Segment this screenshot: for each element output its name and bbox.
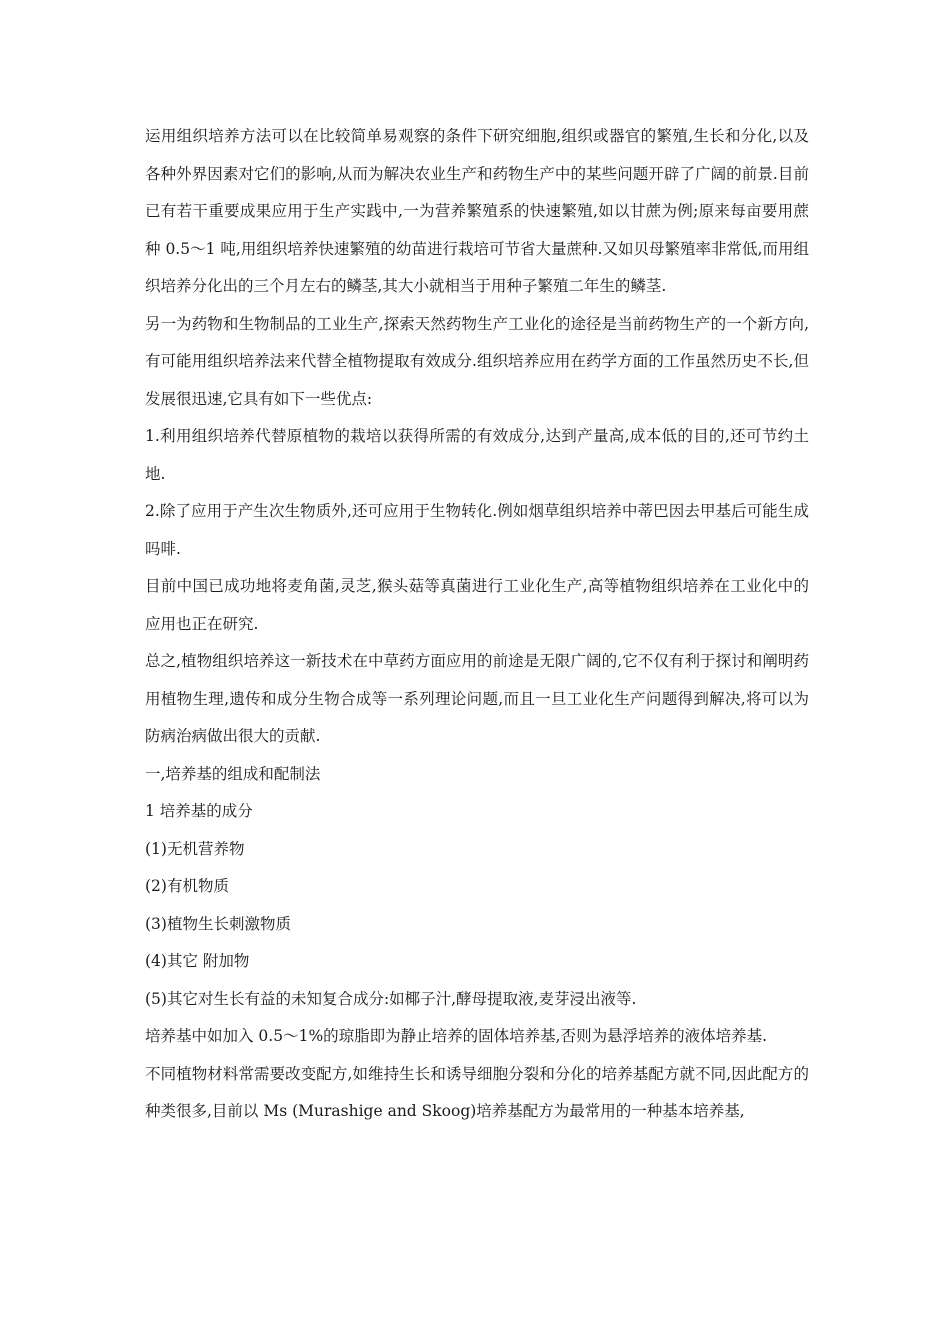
paragraph-china-progress: 目前中国已成功地将麦角菌,灵芝,猴头菇等真菌进行工业化生产,高等植物组织培养在工业化中的应用也正在研究. bbox=[145, 577, 809, 633]
paragraph-formula: 不同植物材料常需要改变配方,如维持生长和诱导细胞分裂和分化的培养基配方就不同,因此配方的种类很多,目前以 Ms (Murashige and Skoog)培养基配方为最常用的一种基本培养基, bbox=[145, 1064, 809, 1120]
list-item: (5)其它对生长有益的未知复合成分:如椰子汁,酵母提取液,麦芽浸出液等. bbox=[145, 989, 637, 1008]
paragraph-intro: 运用组织培养方法可以在比较简单易观察的条件下研究细胞,组织或器官的繁殖,生长和分化,以及各种外界因素对它们的影响,从而为解决农业生产和药物生产中的某些问题开辟了广阔的前景.目前已有若干重要成果应用于生产实践中,一为营养繁殖系的快速繁殖,如以甘蔗为例;原来每亩要用蔗种 0.5～1 吨,用组织培养快速繁殖的幼苗进行栽培可节省大量蔗种.又如贝母繁殖率非常低,而用组织培养分化出的三个月左右的鳞茎,其大小就相当于用种子繁殖二年生的鳞茎. bbox=[145, 127, 809, 295]
paragraph-industrial: 另一为药物和生物制品的工业生产,探索天然药物生产工业化的途径是当前药物生产的一个新方向,有可能用组织培养法来代替全植物提取有效成分.组织培养应用在药学方面的工作虽然历史不长,但发展很迅速,它具有如下一些优点: bbox=[145, 314, 809, 408]
list-item: (4)其它 附加物 bbox=[145, 952, 250, 970]
paragraph-conclusion: 总之,植物组织培养这一新技术在中草药方面应用的前途是无限广阔的,它不仅有利于探讨和阐明药用植物生理,遗传和成分生物合成等一系列理论问题,而且一旦工业化生产问题得到解决,将可以为防病治病做出很大的贡献. bbox=[145, 652, 809, 745]
paragraph-advantage-2: 2.除了应用于产生次生物质外,还可应用于生物转化.例如烟草组织培养中蒂巴因去甲基后可能生成吗啡. bbox=[145, 502, 809, 558]
component-list bbox=[145, 831, 809, 1019]
subsection-heading: 1 培养基的成分 bbox=[145, 802, 253, 820]
paragraph-advantage-1: 1.利用组织培养代替原植物的栽培以获得所需的有效成分,达到产量高,成本低的目的,还可节约土地. bbox=[145, 427, 809, 483]
list-item: (2)有机物质 bbox=[145, 877, 229, 895]
paragraph-agar: 培养基中如加入 0.5～1%的琼脂即为静止培养的固体培养基,否则为悬浮培养的液体培养基. bbox=[145, 1027, 768, 1045]
list-item: (1)无机营养物 bbox=[145, 839, 245, 858]
section-heading: 一,培养基的组成和配制法 bbox=[145, 764, 321, 783]
list-item: (3)植物生长刺激物质 bbox=[145, 914, 291, 933]
document-body bbox=[145, 118, 809, 1131]
